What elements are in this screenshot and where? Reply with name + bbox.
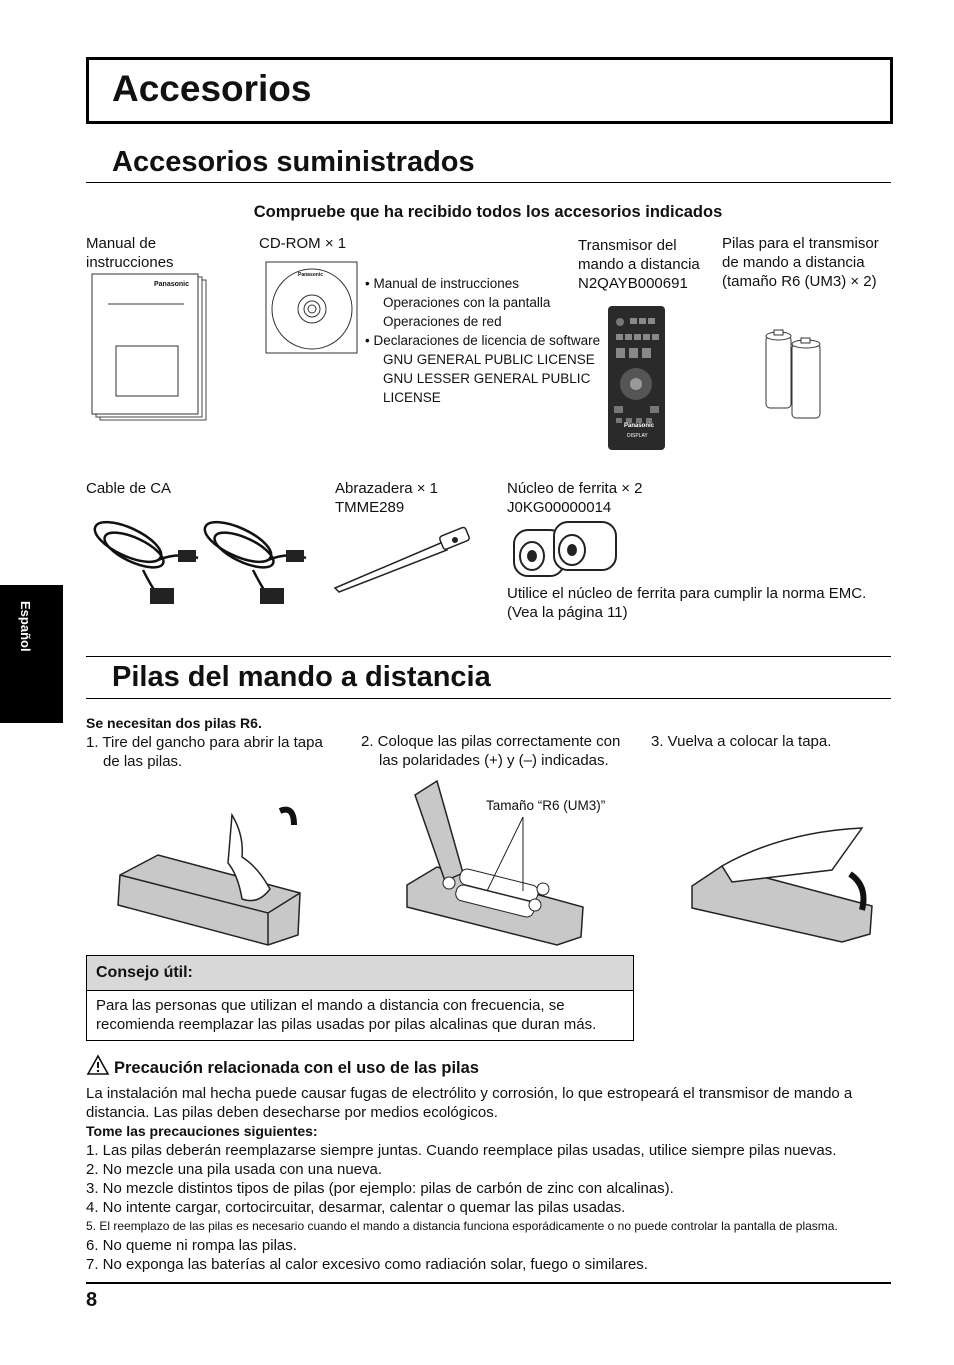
tip-text: Para las personas que utilizan el mando a distancia con frecuencia, se recomienda reemplazar las pilas usadas por pilas alcalinas que duran más. xyxy=(96,997,597,1033)
page-title-box xyxy=(86,57,893,124)
cdrom-item: Operaciones de red xyxy=(383,314,502,329)
list-item: 1. Las pilas deberán reemplazarse siempre juntas. Cuando reemplace pilas usadas, utilice siempre pilas nuevas. xyxy=(86,1142,837,1159)
list-item: 3. No mezcle distintos tipos de pilas (por ejemplo: pilas de carbón de zinc con alcalinas). xyxy=(86,1180,674,1197)
caution-intro: La instalación mal hecha puede causar fugas de electrólito y corrosión, lo que estropeará el transmisor de mando a distancia. Las pilas deben desecharse por medios ecológicos. xyxy=(86,1085,853,1121)
battery-size-label: Tamaño “R6 (UM3)” xyxy=(486,798,606,813)
cdrom-item: Operaciones con la pantalla xyxy=(383,295,551,310)
cdrom-item: GNU GENERAL PUBLIC LICENSE xyxy=(383,352,595,367)
cdrom-brand: Panasonic xyxy=(298,272,324,278)
step1-illustration xyxy=(118,795,304,945)
cdrom-item: GNU LESSER GENERAL PUBLIC xyxy=(383,371,591,386)
manual-illustration xyxy=(90,272,210,424)
page-title: Accesorios xyxy=(112,68,312,109)
list-item: 6. No queme ni rompa las pilas. xyxy=(86,1237,297,1254)
supplied-heading: Accesorios suministrados xyxy=(112,146,475,178)
cdrom-item: LICENSE xyxy=(383,390,441,405)
warning-icon xyxy=(87,1055,109,1075)
ferrite-illustration xyxy=(508,518,626,582)
section-rule xyxy=(86,182,891,183)
list-item: 7. No exponga las baterías al calor excesivo como radiación solar, fuego o similares. xyxy=(86,1256,648,1273)
ferrite-note: Utilice el núcleo de ferrita para cumplir la norma EMC. (Vea la página 11) xyxy=(507,585,867,621)
batteries-heading: Pilas del mando a distancia xyxy=(112,661,491,693)
footer-rule xyxy=(86,1282,891,1284)
section-rule xyxy=(86,698,891,699)
cdrom-label: CD-ROM × 1 xyxy=(259,235,347,252)
step3-illustration xyxy=(692,826,876,942)
batteries-illustration xyxy=(764,330,828,420)
step-3: 3. Vuelva a colocar la tapa. xyxy=(651,733,832,750)
language-side-tab xyxy=(0,585,63,723)
remote-label: Transmisor del mando a distancia N2QAYB000691 xyxy=(578,237,700,292)
precautions-list xyxy=(86,1141,896,1274)
ac-cable-illustration xyxy=(88,512,318,612)
page-number: 8 xyxy=(86,1289,98,1311)
cable-label: Cable de CA xyxy=(86,480,172,497)
tip-header xyxy=(87,956,633,991)
clamp-label: Abrazadera × 1 TMME289 xyxy=(335,480,438,516)
ferrite-label: Núcleo de ferrita × 2 J0KG00000014 xyxy=(507,480,643,516)
cdrom-item: • Manual de instrucciones xyxy=(365,276,520,291)
step-2: 2. Coloque las pilas correctamente con las polaridades (+) y (–) indicadas. xyxy=(361,733,621,769)
list-item: 2. No mezcle una pila usada con una nueva. xyxy=(86,1161,383,1178)
remote-display-text: DISPLAY xyxy=(627,433,648,439)
remote-illustration xyxy=(608,306,668,452)
cdrom-contents xyxy=(365,274,600,407)
tip-box xyxy=(86,955,634,1041)
caution-heading: Precaución relacionada con el uso de las pilas xyxy=(114,1059,479,1077)
manual-brand: Panasonic xyxy=(154,281,190,288)
manual-label: Manual de instrucciones xyxy=(86,235,174,271)
cdrom-item: • Declaraciones de licencia de software xyxy=(365,333,601,348)
language-side-tab-label: Español xyxy=(18,601,33,652)
batteries-label: Pilas para el transmisor de mando a distancia (tamaño R6 (UM3) × 2) xyxy=(722,235,879,290)
precautions-title: Tome las precauciones siguientes: xyxy=(86,1123,318,1139)
remote-brand: Panasonic xyxy=(624,423,655,429)
step-1: 1. Tire del gancho para abrir la tapa de las pilas. xyxy=(86,734,323,770)
need-two-batteries: Se necesitan dos pilas R6. xyxy=(86,715,262,731)
check-line: Compruebe que ha recibido todos los accesorios indicados xyxy=(253,203,723,221)
clamp-illustration xyxy=(333,528,473,592)
list-item: 4. No intente cargar, cortocircuitar, desarmar, calentar o quemar las pilas usadas. xyxy=(86,1199,626,1216)
list-item: 5. El reemplazo de las pilas es necesario cuando el mando a distancia funciona esporádicamente o no puede controlar la pantalla de plasma. xyxy=(86,1219,838,1233)
section-rule xyxy=(86,656,891,657)
tip-title: Consejo útil: xyxy=(96,964,193,981)
